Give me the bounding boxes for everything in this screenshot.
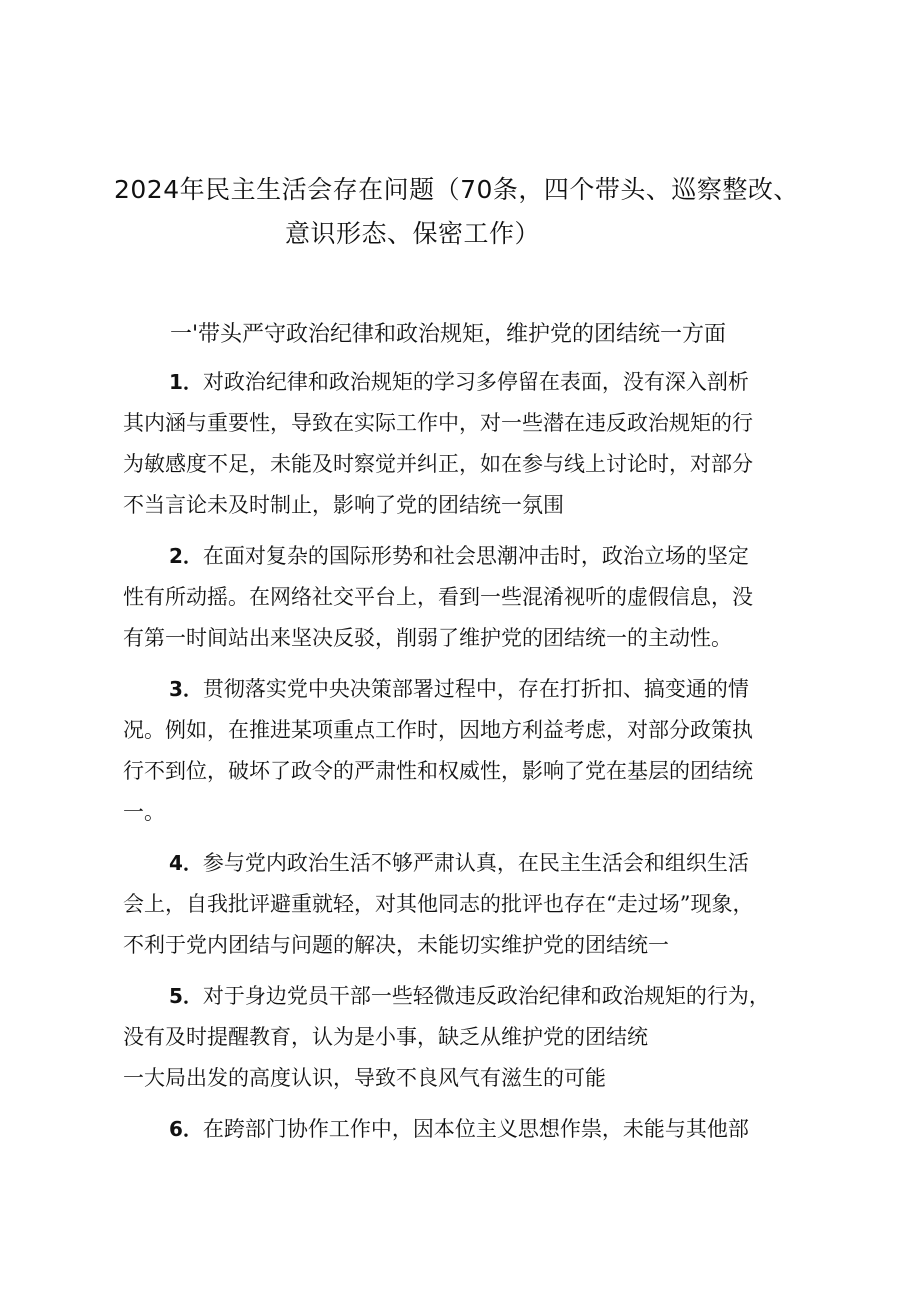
item-text-line: 在跨部门协作工作中，因本位主义思想作祟，未能与其他部 [202,1117,749,1141]
item-text-line: 一大局出发的高度认识，导致不良风气有滋生的可能 [123,1066,606,1090]
item-text-line: 不利于党内团结与问题的解决，未能切实维护党的团结统一 [123,933,669,957]
list-item [123,536,815,659]
title-line-1: 2024年民主生活会存在问题（70条，四个带头、巡察整改、 [114,175,799,204]
title-line-2: 意识形态、保密工作） [285,219,541,248]
item-text-line: 参与党内政治生活不够严肃认真，在民主生活会和组织生活 [202,851,749,875]
list-item [123,669,815,833]
item-text-line: 不当言论未及时制止，影响了党的团结统一氛围 [123,493,564,517]
item-number: 5． [169,984,203,1008]
list-item [123,843,815,966]
list-item [123,362,815,526]
list-item [123,1109,815,1150]
item-text-line: 对政治纪律和政治规矩的学习多停留在表面，没有深入剖析 [202,370,749,394]
item-text-line: 会上，自我批评避重就轻，对其他同志的批评也存在“走过场”现象， [123,892,754,916]
item-number: 2． [169,544,203,568]
list-item [123,976,815,1099]
item-text-line: 行不到位，破坏了政令的严肃性和权威性，影响了党在基层的团结统 [123,759,753,783]
item-text-line: 有第一时间站出来坚决反驳，削弱了维护党的团结统一的主动性。 [123,626,732,650]
item-text-line: 为敏感度不足，未能及时察觉并纠正，如在参与线上讨论时，对部分 [123,452,753,476]
item-text-line: 况。例如，在推进某项重点工作时，因地方利益考虑，对部分政策执 [123,718,753,742]
item-number: 1． [169,370,203,394]
item-text-line: 在面对复杂的国际形势和社会思潮冲击时，政治立场的坚定 [202,544,749,568]
item-text-line: 没有及时提醒教育，认为是小事，缺乏从维护党的团结统 [123,1025,648,1049]
item-number: 3． [169,677,203,701]
item-text-line: 性有所动摇。在网络社交平台上，看到一些混淆视听的虚假信息，没 [123,585,753,609]
section-heading: 一'带头严守政治纪律和政治规矩，维护党的团结统一方面 [170,322,727,347]
item-text-line: 其内涵与重要性，导致在实际工作中，对一些潜在违反政治规矩的行 [123,411,753,435]
item-text-line: 贯彻落实党中央决策部署过程中，存在打折扣、搞变通的情 [202,677,749,701]
item-number: 4． [169,851,203,875]
document-title [100,168,820,256]
item-text-line: 一。 [123,800,165,824]
item-number: 6． [169,1117,203,1141]
item-text-line: 对于身边党员干部一些轻微违反政治纪律和政治规矩的行为， [202,984,770,1008]
document-body [123,362,815,1160]
